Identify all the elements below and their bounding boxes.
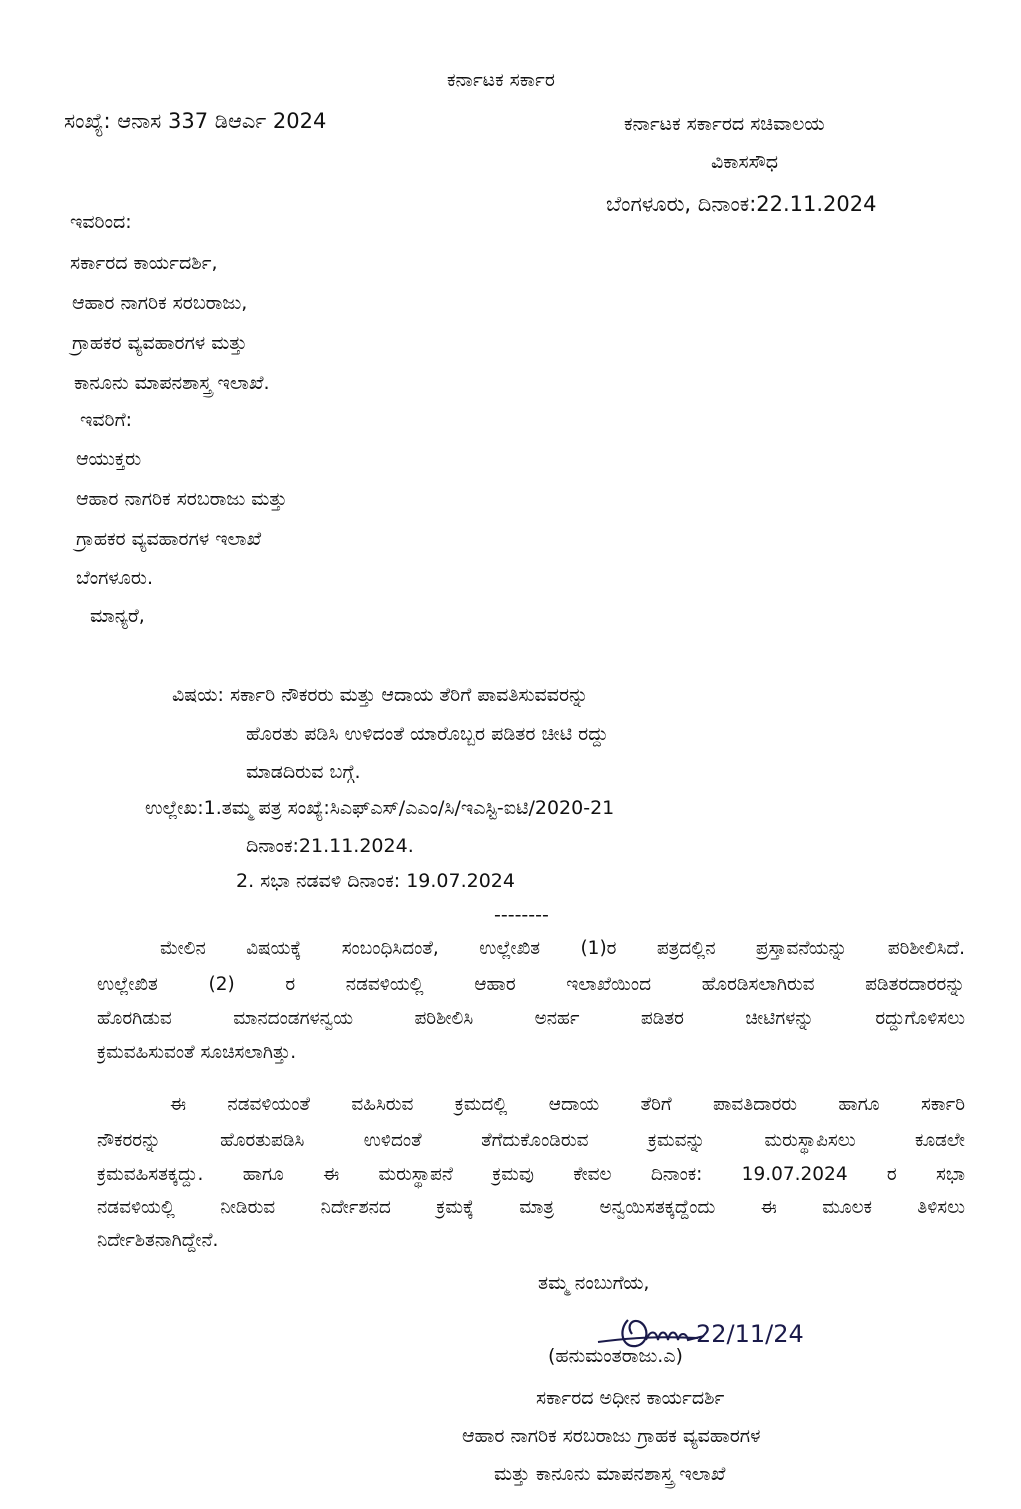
paragraph-line: ಕ್ರಮವಹಿಸತಕ್ಕದ್ದು. ಹಾಗೂ ಈ ಮರುಸ್ಥಾಪನೆ ಕ್ರಮವು ಕೇವಲ ದಿನಾಂಕ: 19.07.2024 ರ ಸಭಾ bbox=[97, 1164, 965, 1185]
signature-date: 22/11/24 bbox=[696, 1320, 804, 1348]
office-building: ವಿಕಾಸಸೌಧ bbox=[711, 151, 779, 173]
paragraph-line: ನಿರ್ದೇಶಿತನಾಗಿದ್ದೇನೆ. bbox=[97, 1230, 219, 1251]
paragraph-line: ನಡವಳಿಯಲ್ಲಿ ನೀಡಿರುವ ನಿರ್ದೇಶನದ ಕ್ರಮಕ್ಕೆ ಮಾತ್ರ ಅನ್ವಯಿಸತಕ್ಕದ್ದೆಂದು ಈ ಮೂಲಕ ತಿಳಿಸಲು bbox=[97, 1197, 965, 1218]
reference-1-date: ದಿನಾಂಕ:21.11.2024. bbox=[246, 835, 414, 857]
government-heading: ಕರ್ನಾಟಕ ಸರ್ಕಾರ bbox=[447, 69, 555, 91]
to-line: ಗ್ರಾಹಕರ ವ್ಯವಹಾರಗಳ ಇಲಾಖೆ bbox=[76, 528, 262, 550]
paragraph-line: ಮೇಲಿನ ವಿಷಯಕ್ಕೆ ಸಂಬಂಧಿಸಿದಂತೆ, ಉಲ್ಲೇಖಿತ (1)ರ ಪತ್ರದಲ್ಲಿನ ಪ್ರಸ್ತಾವನೆಯನ್ನು ಪರಿಶೀಲಿಸಿದೆ. bbox=[160, 938, 965, 959]
divider: -------- bbox=[494, 904, 549, 926]
office-name: ಕರ್ನಾಟಕ ಸರ್ಕಾರದ ಸಚಿವಾಲಯ bbox=[624, 113, 825, 135]
paragraph-line: ಉಲ್ಲೇಖಿತ (2) ರ ನಡವಳಿಯಲ್ಲಿ ಆಹಾರ ಇಲಾಖೆಯಿಂದ ಹೊರಡಿಸಲಾಗಿರುವ ಪಡಿತರದಾರರನ್ನು bbox=[97, 974, 965, 995]
designation-line: ಆಹಾರ ನಾಗರಿಕ ಸರಬರಾಜು ಗ್ರಾಹಕ ವ್ಯವಹಾರಗಳ bbox=[462, 1425, 761, 1447]
to-line: ಆಹಾರ ನಾಗರಿಕ ಸರಬರಾಜು ಮತ್ತು bbox=[76, 488, 288, 510]
reference-1: ಉಲ್ಲೇಖ:1.ತಮ್ಮ ಪತ್ರ ಸಂಖ್ಯೆ:ಸಿಎಫ್ಎಸ್/ಎಎಂ/ಸಿ/ಇಎಸ್ಟಿ-ಐಟಿ/2020-21 bbox=[145, 797, 615, 819]
closing-phrase: ತಮ್ಮ ನಂಬುಗೆಯ, bbox=[538, 1272, 650, 1294]
subject-line: ವಿಷಯ: ಸರ್ಕಾರಿ ನೌಕರರು ಮತ್ತು ಆದಾಯ ತೆರಿಗೆ ಪಾವತಿಸುವವರನ್ನು bbox=[172, 684, 589, 706]
subject-line: ಹೊರತು ಪಡಿಸಿ ಉಳಿದಂತೆ ಯಾರೊಬ್ಬರ ಪಡಿತರ ಚೀಟಿ ರದ್ದು bbox=[246, 723, 609, 745]
from-line: ಗ್ರಾಹಕರ ವ್ಯವಹಾರಗಳ ಮತ್ತು bbox=[72, 332, 248, 354]
reference-2: 2. ಸಭಾ ನಡವಳಿ ದಿನಾಂಕ: 19.07.2024 bbox=[236, 870, 515, 892]
place-date: ಬೆಂಗಳೂರು, ದಿನಾಂಕ:22.11.2024 bbox=[606, 192, 877, 216]
paragraph-line: ಕ್ರಮವಹಿಸುವಂತೆ ಸೂಚಿಸಲಾಗಿತ್ತು. bbox=[97, 1042, 297, 1063]
from-line: ಸರ್ಕಾರದ ಕಾರ್ಯದರ್ಶಿ, bbox=[70, 252, 218, 274]
designation-line: ಸರ್ಕಾರದ ಅಧೀನ ಕಾರ್ಯದರ್ಶಿ bbox=[536, 1387, 725, 1409]
from-line: ಆಹಾರ ನಾಗರಿಕ ಸರಬರಾಜು, bbox=[72, 292, 248, 314]
signatory-name: (ಹನುಮಂತರಾಜು.ಎ) bbox=[548, 1345, 683, 1367]
to-line: ಬೆಂಗಳೂರು. bbox=[76, 567, 154, 589]
from-line: ಕಾನೂನು ಮಾಪನಶಾಸ್ತ್ರ ಇಲಾಖೆ. bbox=[74, 372, 270, 394]
to-label: ಇವರಿಗೆ: bbox=[80, 409, 133, 431]
paragraph-line: ಈ ನಡವಳಿಯಂತೆ ವಹಿಸಿರುವ ಕ್ರಮದಲ್ಲಿ ಆದಾಯ ತೆರಿಗೆ ಪಾವತಿದಾರರು ಹಾಗೂ ಸರ್ಕಾರಿ bbox=[170, 1094, 965, 1115]
from-label: ಇವರಿಂದ: bbox=[70, 211, 132, 233]
subject-line: ಮಾಡದಿರುವ ಬಗ್ಗೆ. bbox=[246, 761, 361, 783]
designation-line: ಮತ್ತು ಕಾನೂನು ಮಾಪನಶಾಸ್ತ್ರ ಇಲಾಖೆ bbox=[494, 1463, 726, 1485]
salutation: ಮಾನ್ಯರೆ, bbox=[90, 605, 145, 627]
to-line: ಆಯುಕ್ತರು bbox=[76, 448, 142, 470]
paragraph-line: ನೌಕರರನ್ನು ಹೊರತುಪಡಿಸಿ ಉಳಿದಂತೆ ತೆಗೆದುಕೊಂಡಿರುವ ಕ್ರಮವನ್ನು ಮರುಸ್ಥಾಪಿಸಲು ಕೂಡಲೇ bbox=[97, 1130, 965, 1151]
paragraph-line: ಹೊರಗಿಡುವ ಮಾನದಂಡಗಳನ್ವಯ ಪರಿಶೀಲಿಸಿ ಅನರ್ಹ ಪಡಿತರ ಚೀಟಿಗಳನ್ನು ರದ್ದುಗೊಳಿಸಲು bbox=[97, 1008, 965, 1029]
letter-number: ಸಂಖ್ಯೆ: ಆನಾಸ 337 ಡಿಆರ್ಎ 2024 bbox=[64, 109, 327, 133]
